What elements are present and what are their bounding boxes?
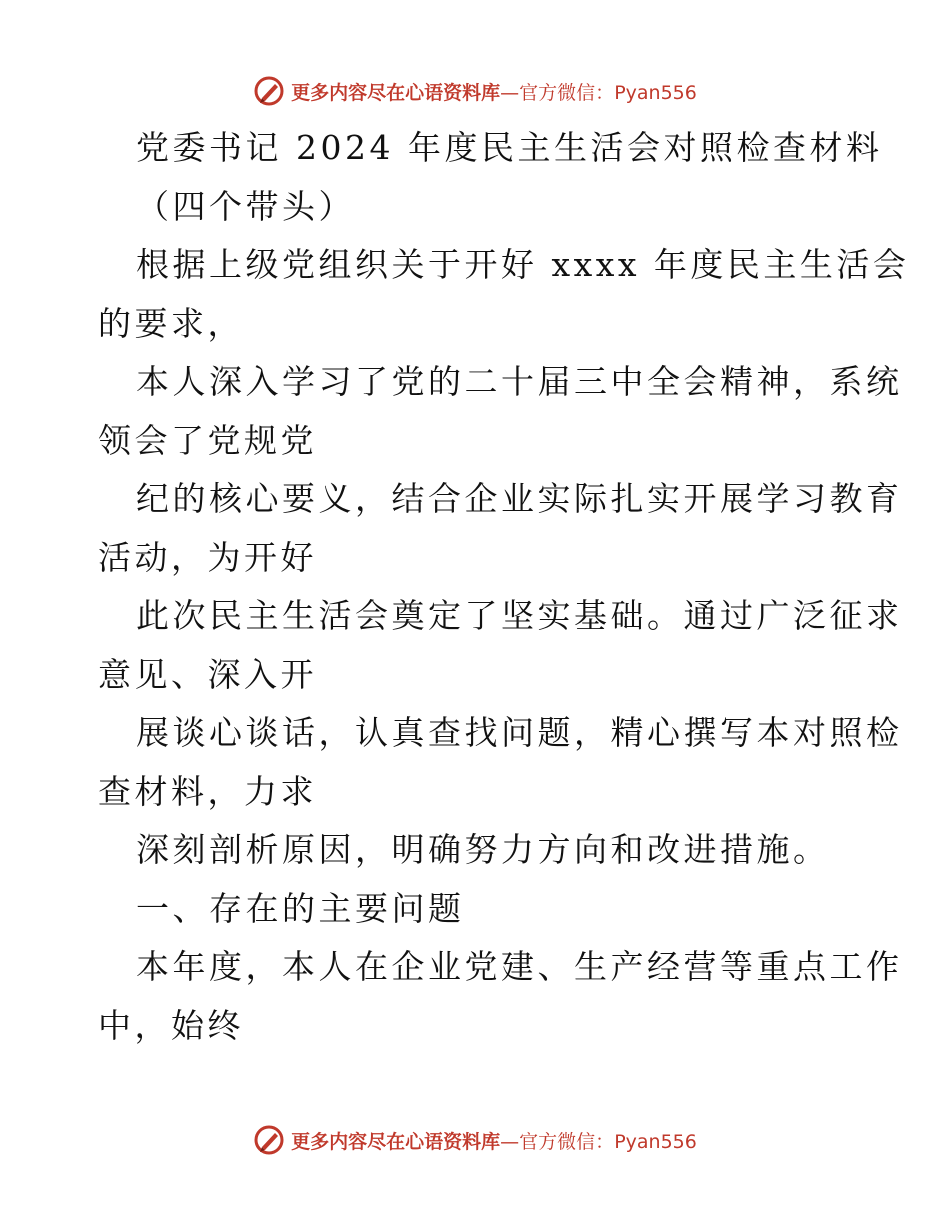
- watermark-wechat-id: Pyan556: [614, 1130, 697, 1153]
- watermark-wechat-id: Pyan556: [614, 81, 697, 104]
- watermark-label: 官方微信：: [519, 1130, 615, 1153]
- document-line: 本人深入学习了党的二十届三中全会精神，系统: [136, 362, 903, 401]
- document-line: 本年度，本人在企业党建、生产经营等重点工作: [136, 947, 903, 986]
- document-line: 的要求，: [98, 304, 244, 343]
- document-line: 纪的核心要义，结合企业实际扎实开展学习教育: [136, 479, 903, 518]
- watermark-footer: [0, 1120, 950, 1160]
- watermark-separator: —: [500, 81, 520, 104]
- document-line: 一、存在的主要问题: [136, 889, 465, 928]
- document-line: 深刻剖析原因，明确努力方向和改进措施。: [136, 830, 830, 869]
- document-line: 查材料，力求: [98, 772, 317, 811]
- document-line: 意见、深入开: [98, 655, 317, 694]
- pen-logo-icon: [253, 1124, 285, 1156]
- document-line: （四个带头）: [136, 187, 355, 226]
- watermark-separator: —: [500, 1130, 520, 1153]
- document-line: 展谈心谈话，认真查找问题，精心撰写本对照检: [136, 713, 903, 752]
- watermark-brand: 更多内容尽在心语资料库: [291, 81, 501, 104]
- watermark-label: 官方微信：: [519, 81, 615, 104]
- document-line: 根据上级党组织关于开好 xxxx 年度民主生活会: [136, 245, 910, 284]
- document-line: 此次民主生活会奠定了坚实基础。通过广泛征求: [136, 596, 903, 635]
- document-line: 党委书记 2024 年度民主生活会对照检查材料: [136, 128, 883, 167]
- watermark-text: [291, 1127, 697, 1154]
- watermark-brand: 更多内容尽在心语资料库: [291, 1130, 501, 1153]
- document-line: 中，始终: [98, 1006, 244, 1045]
- document-line: 领会了党规党: [98, 421, 317, 460]
- document-line: 活动，为开好: [98, 538, 317, 577]
